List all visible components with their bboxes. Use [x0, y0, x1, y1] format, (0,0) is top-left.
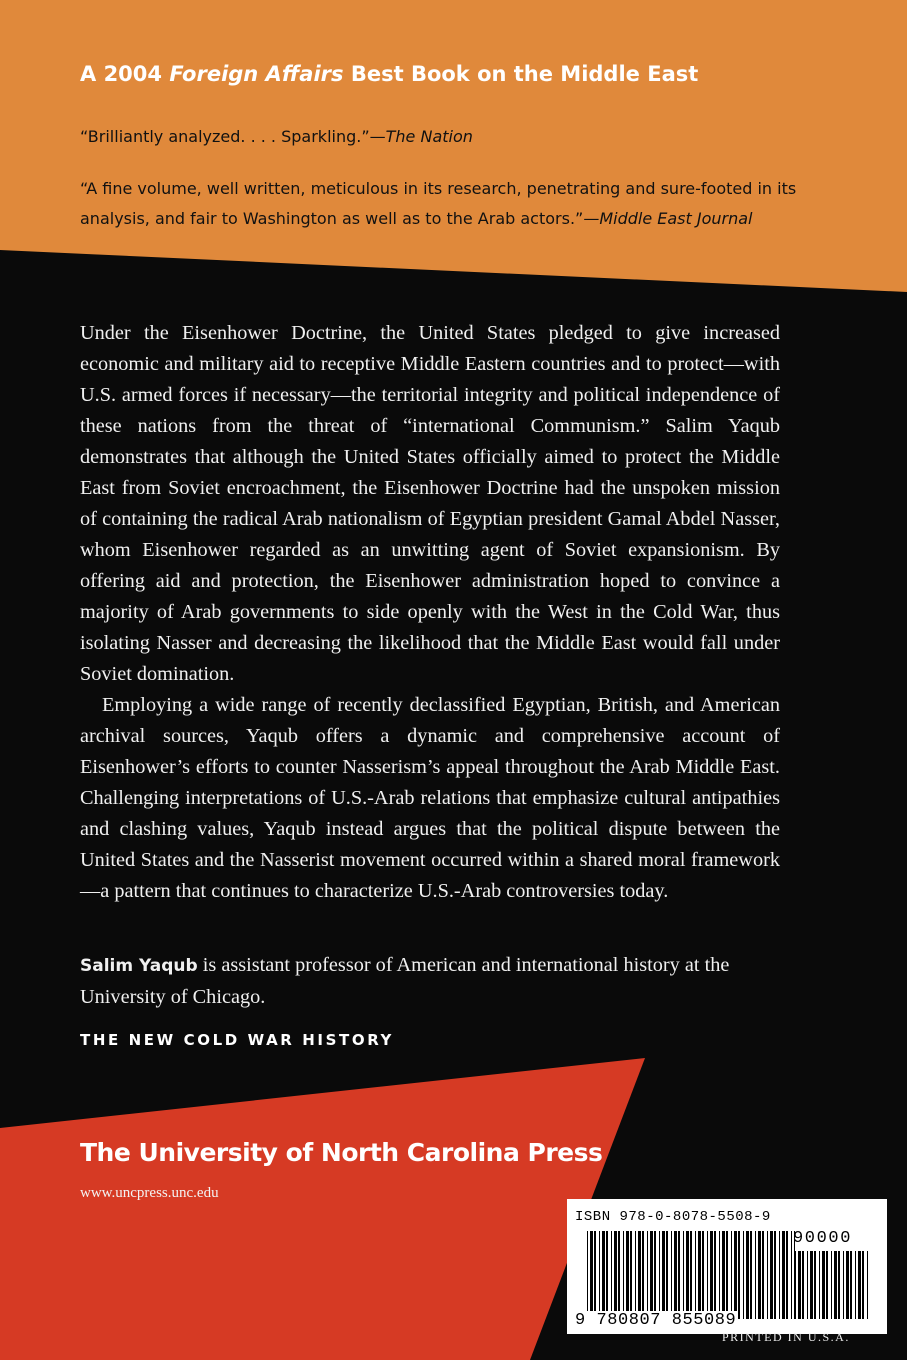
barcode-bar [838, 1251, 840, 1319]
barcode-bar [843, 1251, 844, 1319]
barcode-bar [738, 1231, 740, 1319]
barcode-bar [858, 1251, 861, 1319]
barcode-bar [671, 1231, 672, 1319]
barcode-bar [650, 1231, 653, 1319]
barcode-bar [758, 1231, 761, 1319]
barcode-bar [683, 1231, 684, 1319]
barcode-bar [855, 1251, 856, 1319]
barcode-bar [714, 1231, 716, 1319]
barcode-bar [834, 1251, 837, 1319]
quote-source: The Nation [385, 127, 473, 146]
barcode-bar [594, 1231, 596, 1319]
barcode-bar [810, 1251, 813, 1319]
barcode-bar [602, 1231, 605, 1319]
barcode-bar [599, 1231, 600, 1319]
barcode-addon-bars [795, 1251, 869, 1319]
review-quote-middle-east-journal: “A fine volume, well written, meticulous in its research, penetrating and sure-footed in its analysis, and fair to Washington as well as to the Arab actors.”—Middle East Journal [80, 179, 797, 228]
barcode-bar [698, 1231, 701, 1319]
barcode-bar [611, 1231, 612, 1319]
barcode-bar [606, 1231, 608, 1319]
barcode-bar [786, 1231, 788, 1319]
barcode-bar [662, 1231, 665, 1319]
barcode-bar [767, 1231, 768, 1319]
barcode-bar [807, 1251, 808, 1319]
award-line: A 2004 Foreign Affairs Best Book on the Middle East [80, 62, 699, 86]
description-paragraph: Employing a wide range of recently declassified Egyptian, British, and American archival sources, Yaqub offers a dynamic and comprehensive account of Eisenhower’s efforts to counter Nasserism’s appeal throughout the Arab Middle East. Challenging interpretations of U.S.-Arab relations that emphasize cultural antipathies and clashing values, Yaqub instead argues that the political dispute between the United States and the Nasserist movement occurred within a shared moral framework—a pattern that continues to characterize U.S.-Arab controversies today. [80, 694, 780, 902]
printed-in-label: PRINTED IN U.S.A. [722, 1330, 850, 1344]
barcode-bar [798, 1251, 801, 1319]
barcode-bar [802, 1251, 804, 1319]
review-quote-nation: “Brilliantly analyzed. . . . Sparkling.”—The Nation [80, 127, 473, 146]
description-paragraph: Under the Eisenhower Doctrine, the United States pledged to give increased economic and military aid to receptive Middle Eastern countries and to protect—with U.S. armed forces if necessary—the territorial integrity and political independence of these nations from the threat of “international Communism.” Salim Yaqub demonstrates that although the United States officially aimed to protect the Middle East from Soviet encroachment, the Eisenhower Doctrine had the unspoken mission of containing the radical Arab nationalism of Egyptian president Gamal Abdel Nasser, whom Eisenhower regarded as an unwitting agent of Soviet expansionism. By offering aid and protection, the Eisenhower administration hoped to convince a majority of Arab governments to side openly with the West in the Cold War, thus isolating Nasser and decreasing the likelihood that the Middle East would fall under Soviet domination. [80, 322, 780, 685]
barcode-bar [642, 1231, 644, 1319]
barcode-bar [678, 1231, 680, 1319]
barcode-addon-number: 90000 [793, 1229, 853, 1248]
barcode-bar [666, 1231, 668, 1319]
barcode-bar [850, 1251, 852, 1319]
barcode-bar [626, 1231, 629, 1319]
barcode-bar [779, 1231, 780, 1319]
isbn-barcode [567, 1199, 887, 1334]
barcode-bar [695, 1231, 696, 1319]
barcode-bar [755, 1231, 756, 1319]
orange-band [0, 0, 907, 292]
barcode-bar [746, 1231, 749, 1319]
barcode-bar [819, 1251, 820, 1319]
barcode-bar [862, 1251, 864, 1319]
isbn-label: ISBN 978-0-8078-5508-9 [575, 1209, 771, 1225]
barcode-bar [734, 1231, 737, 1319]
barcode-bar [826, 1251, 828, 1319]
barcode-bar [831, 1251, 832, 1319]
barcode-bar [762, 1231, 764, 1319]
barcode-bar [635, 1231, 636, 1319]
barcode-bar [707, 1231, 708, 1319]
barcode-bar [674, 1231, 677, 1319]
quote-source: Middle East Journal [599, 209, 753, 228]
barcode-bar [719, 1231, 720, 1319]
publisher-url: www.uncpress.unc.edu [80, 1185, 219, 1201]
barcode-bar [647, 1231, 648, 1319]
barcode-bar [791, 1231, 792, 1319]
barcode-digits: 9 780807 855089 [575, 1311, 737, 1330]
barcode-bars [587, 1231, 795, 1319]
barcode-bar [702, 1231, 704, 1319]
barcode-bar [774, 1231, 776, 1319]
barcode-bar [846, 1251, 849, 1319]
barcode-bar [743, 1231, 744, 1319]
barcode-bar [638, 1231, 641, 1319]
barcode-bar [587, 1231, 588, 1319]
barcode-bar [686, 1231, 689, 1319]
barcode-bar [795, 1251, 796, 1319]
barcode-bar [690, 1231, 692, 1319]
barcode-bar [623, 1231, 624, 1319]
barcode-bar [814, 1251, 816, 1319]
publisher-name: The University of North Carolina Press [80, 1138, 603, 1167]
barcode-bar [618, 1231, 620, 1319]
barcode-bar [822, 1251, 825, 1319]
barcode-bar [630, 1231, 632, 1319]
barcode-bar [750, 1231, 752, 1319]
barcode-bar [659, 1231, 660, 1319]
book-description [80, 318, 780, 907]
barcode-bar [731, 1231, 732, 1319]
barcode-bar [722, 1231, 725, 1319]
barcode-bar [590, 1231, 593, 1319]
series-name: THE NEW COLD WAR HISTORY [80, 1031, 394, 1049]
barcode-bar [726, 1231, 728, 1319]
barcode-bar [710, 1231, 713, 1319]
author-name: Salim Yaqub [80, 956, 198, 976]
barcode-bar [770, 1231, 773, 1319]
barcode-bar [614, 1231, 617, 1319]
barcode-bar [782, 1231, 785, 1319]
barcode-bar [654, 1231, 656, 1319]
author-bio: Salim Yaqub is assistant professor of American and international history at the University of Chicago. [80, 954, 730, 1008]
barcode-bar [867, 1251, 868, 1319]
